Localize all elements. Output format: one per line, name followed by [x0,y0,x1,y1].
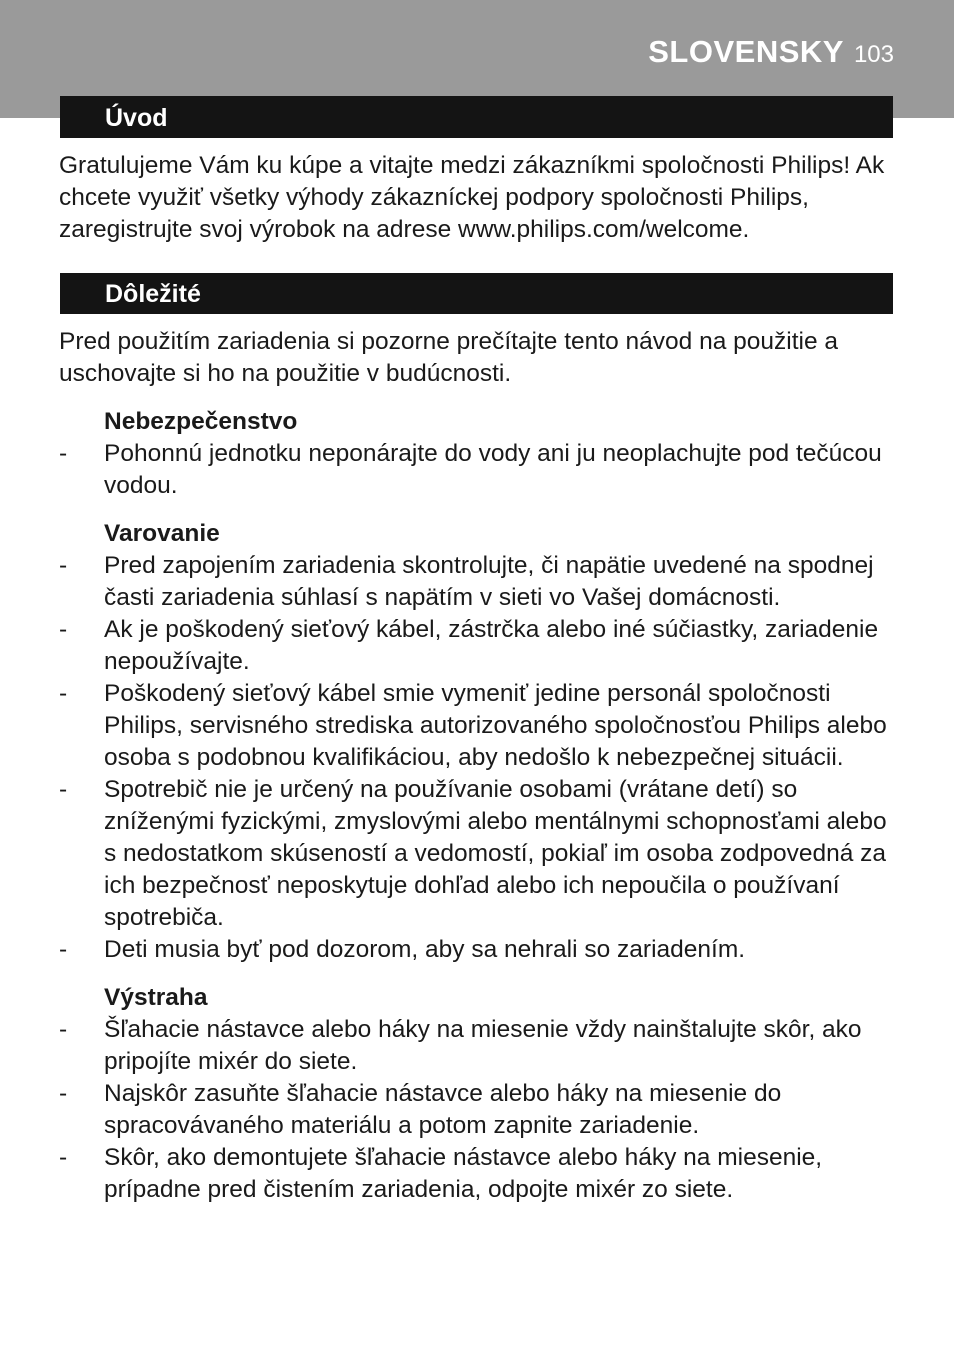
page-header [648,34,894,70]
section-heading-important: Dôležité [60,273,893,314]
caution-list [59,1014,899,1206]
section-heading-intro: Úvod [60,96,893,138]
list-item: - Ak je poškodený sieťový kábel, zástrčka alebo iné súčiastky, zariadenie nepoužívajte. [59,614,899,678]
subheading-caution: Výstraha [104,984,208,1011]
list-item: - Skôr, ako demontujete šľahacie nástavce alebo háky na miesenie, prípadne pred čistením zariadenia, odpojte mixér zo siete. [59,1142,899,1206]
intro-paragraph: Gratulujeme Vám ku kúpe a vitajte medzi zákazníkmi spoločnosti Philips! Ak chcete využiť všetky výhody zákazníckej podpory spoločnosti Philips, zaregistrujte svoj výrobok na adrese www.philips.com/welcome. [59,152,885,243]
list-item: - Najskôr zasuňte šľahacie nástavce alebo háky na miesenie do spracovávaného materiálu a potom zapnite zariadenie. [59,1078,899,1142]
list-item: - Pohonnú jednotku neponárajte do vody ani ju neoplachujte pod tečúcou vodou. [59,438,899,502]
list-item: - Deti musia byť pod dozorom, aby sa nehrali so zariadením. [59,934,899,966]
danger-list [59,438,899,502]
list-item: - Spotrebič nie je určený na používanie osobami (vrátane detí) so zníženými fyzickými, zmyslovými alebo mentálnymi schopnosťami alebo s nedostatkom skúseností a vedomostí, pokiaľ im osoba zodpovedná za ich bezpečnosť neposkytuje dohľad alebo ich nepoučila o používaní spotrebiča. [59,774,899,934]
subheading-warning: Varovanie [104,520,220,547]
list-item: - Poškodený sieťový kábel smie vymeniť jedine personál spoločnosti Philips, servisného strediska autorizovaného spoločnosťou Philips alebo osoba s podobnou kvalifikáciou, aby nedošlo k nebezpečnej situácii. [59,678,899,774]
warning-list [59,550,899,966]
list-item: - Pred zapojením zariadenia skontrolujte, či napätie uvedené na spodnej časti zariadenia súhlasí s napätím v sieti vo Vašej domácnosti. [59,550,899,614]
subheading-danger: Nebezpečenstvo [104,408,298,435]
safety-content [59,406,899,1206]
language-label: SLOVENSKY [648,34,844,69]
important-paragraph: Pred použitím zariadenia si pozorne prečítajte tento návod na použitie a uschovajte si ho na použitie v budúcnosti. [59,328,839,387]
page-number: 103 [853,41,894,68]
list-item: - Šľahacie nástavce alebo háky na miesenie vždy nainštalujte skôr, ako pripojíte mixér do siete. [59,1014,899,1078]
